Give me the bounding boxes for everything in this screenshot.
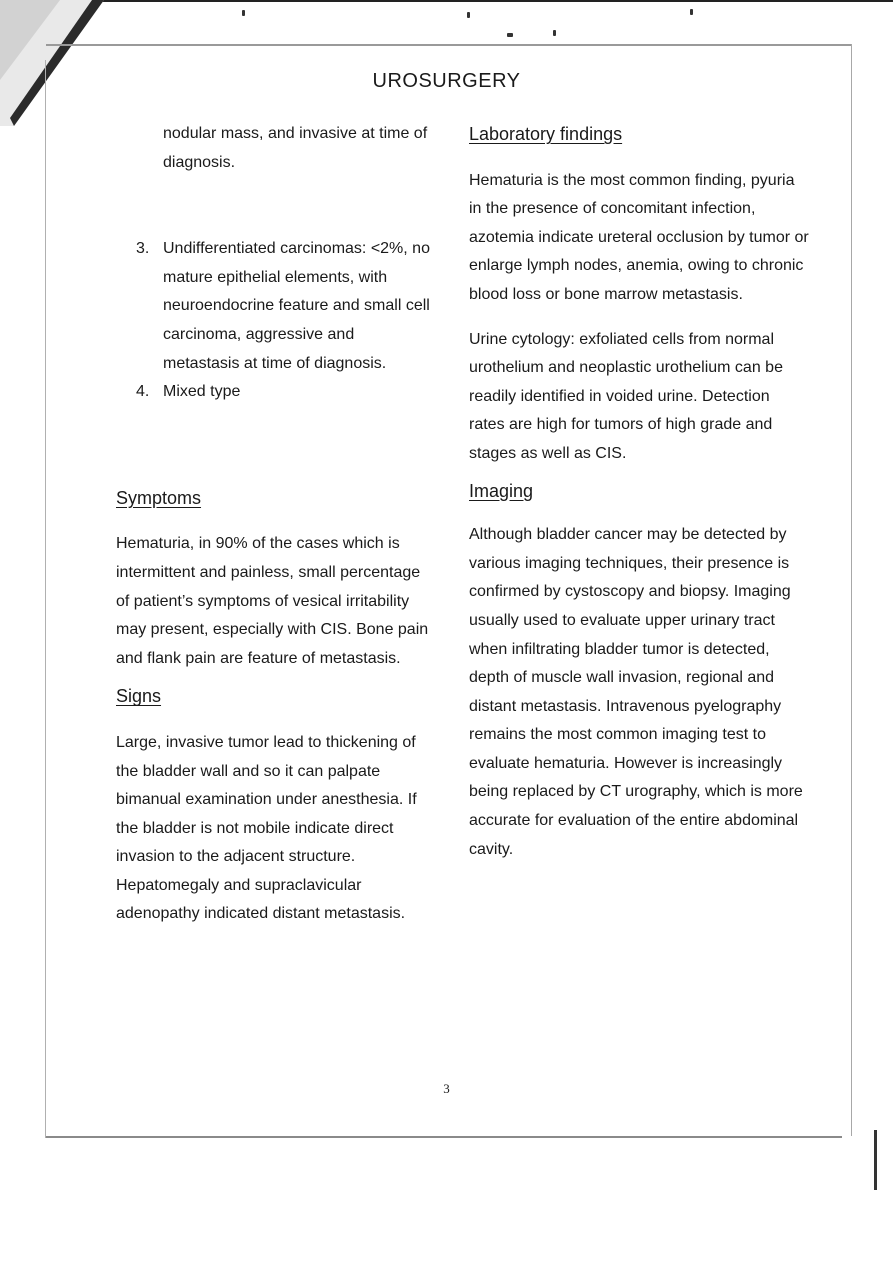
- scan-right-edge: [874, 1130, 877, 1190]
- list-number: 3.: [136, 240, 150, 258]
- list-number: 4.: [136, 383, 150, 401]
- laboratory-findings-heading: Laboratory findings: [469, 124, 623, 144]
- imaging-paragraph: Although bladder cancer may be detected by various imaging techniques, their presence is confirmed by cystoscopy and biopsy. Imaging usually used to evaluate upper urinary tract when infiltrating bladder tumor is detected, depth of muscle wall invasion, regional and distant metastasis. Intravenous pyelography remains the most common imaging test to evaluate hematuria. However is increasingly being replaced by CT urography, which is more accurate for evaluation of the entire abdominal cavity.: [469, 526, 803, 858]
- scan-speck: [507, 33, 513, 37]
- page-number: 3: [443, 1081, 450, 1096]
- continued-text: nodular mass, and invasive at time of diagnosis.: [163, 125, 428, 171]
- list-item: [116, 378, 433, 407]
- list-item-text: Undifferentiated carcinomas: <2%, no mature epithelial elements, with neuroendocrine feature and small cell carcinoma, aggressive and metastasis at time of diagnosis.: [163, 240, 430, 372]
- imaging-heading: Imaging: [469, 480, 534, 501]
- scan-top-edge: [0, 0, 893, 2]
- right-column: [469, 120, 809, 864]
- page-border-top: [46, 44, 852, 46]
- list-item: [116, 235, 433, 378]
- carcinoma-type-list: [116, 235, 436, 407]
- scan-speck: [553, 30, 556, 36]
- signs-paragraph: Large, invasive tumor lead to thickening of the bladder wall and so it can palpate bimanual examination under anesthesia. If the bladder is not mobile indicate direct invasion to the adjacent structure. Hepatomegaly and supraclavicular adenopathy indicated distant metastasis.: [116, 733, 417, 923]
- symptoms-paragraph: Hematuria, in 90% of the cases which is intermittent and painless, small percentage of patient’s symptoms of vesical irritability may present, especially with CIS. Bone pain and flank pain are feature of metastasis.: [116, 535, 429, 667]
- lab-paragraph-hematuria: Hematuria is the most common finding, pyuria in the presence of concomitant infection, azotemia indicate ureteral occlusion by tumor or enlarge lymph nodes, anemia, owing to chronic blood loss or bone marrow metastasis.: [469, 171, 809, 303]
- symptoms-heading: Symptoms: [116, 487, 202, 508]
- page-border-left: [45, 60, 46, 1138]
- lab-paragraph-urine-cytology: Urine cytology: exfoliated cells from normal urothelium and neoplastic urothelium can be readily identified in voided urine. Detection rates are high for tumors of high grade and stages as well as CIS.: [469, 330, 783, 462]
- list-item-text: Mixed type: [163, 383, 241, 401]
- folded-corner-shadow: [0, 0, 110, 130]
- left-column: [116, 120, 436, 929]
- scan-speck: [467, 12, 470, 18]
- page-border-bottom: [46, 1136, 842, 1138]
- page-border-right: [851, 44, 852, 1136]
- signs-heading: Signs: [116, 686, 162, 707]
- scan-speck: [242, 10, 245, 16]
- scan-speck: [690, 9, 693, 15]
- running-header: UROSURGERY: [372, 70, 521, 92]
